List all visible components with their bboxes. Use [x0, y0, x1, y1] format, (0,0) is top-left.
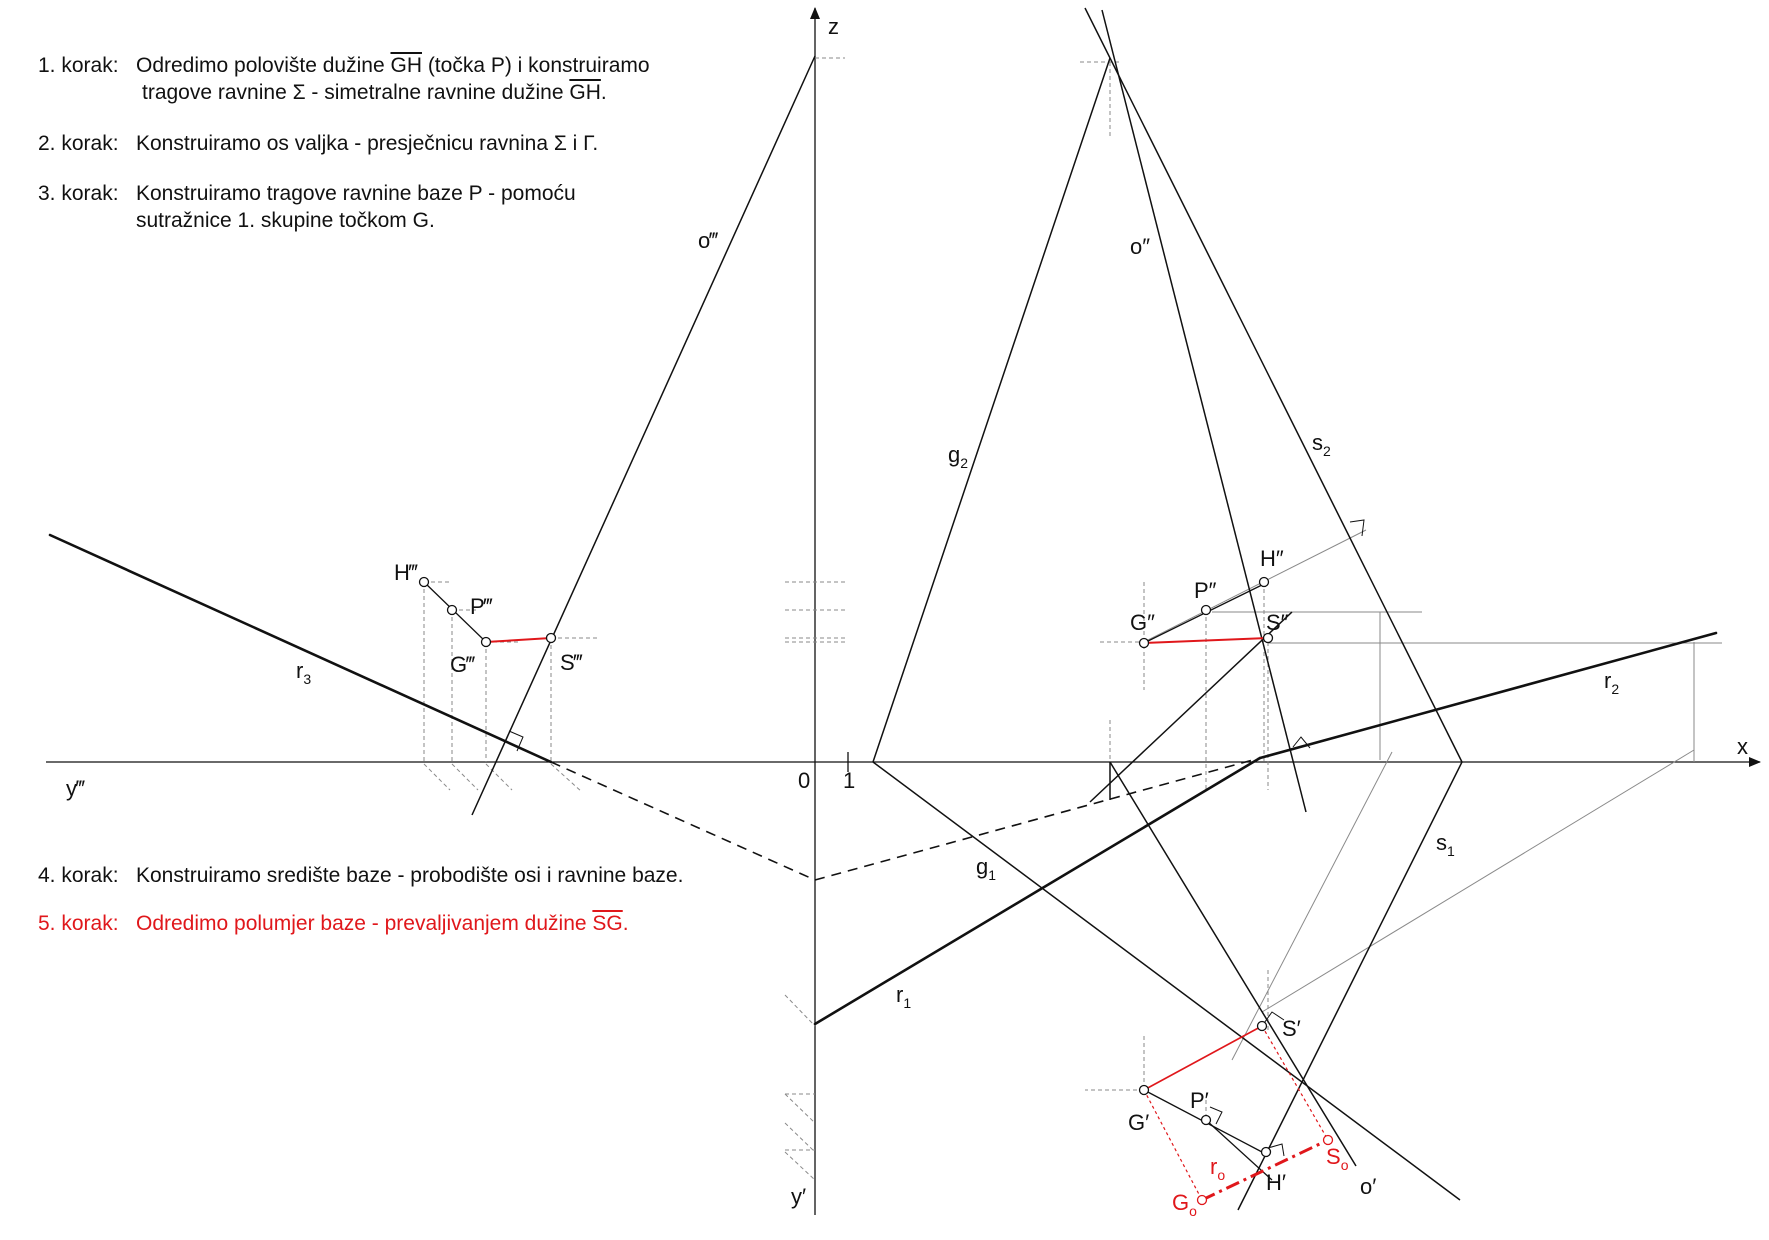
label-S1: S′ [1282, 1016, 1301, 1041]
bold-traces [50, 535, 1716, 1024]
label-o1: o′ [1360, 1174, 1377, 1199]
label-P1: P′ [1190, 1088, 1209, 1113]
o1-line [1110, 762, 1356, 1166]
step-3 [38, 180, 576, 207]
point-G2 [1140, 639, 1149, 648]
point-P1 [1202, 1116, 1211, 1125]
label-x: x [1737, 734, 1748, 759]
label-r3: $r_3$ [296, 658, 312, 687]
point-G3 [482, 638, 491, 647]
label-s1: $s_1$ [1436, 830, 1455, 859]
point-H3 [420, 578, 429, 587]
label-G2: G″ [1130, 610, 1155, 635]
label-s2: $s_2$ [1312, 430, 1331, 459]
step-1-segment-2: $\overline{GH}$ [569, 81, 601, 104]
o3-line [472, 56, 815, 815]
red-G3-S3 [486, 638, 551, 642]
step-5-text-c: . [622, 912, 629, 935]
step-5 [38, 910, 629, 937]
right-angle-marks [509, 520, 1364, 1156]
label-So: $S_o$ [1326, 1144, 1349, 1173]
step-2-label: 2. korak: [38, 132, 119, 155]
step-1-label: 1. korak: [38, 54, 119, 77]
step-4-label: 4. korak: [38, 864, 119, 887]
r3-trace [50, 535, 551, 762]
label-P3: P‴ [470, 594, 493, 619]
label-H3: H‴ [394, 560, 418, 585]
label-Go: $G_o$ [1172, 1190, 1197, 1219]
step-4 [38, 862, 683, 889]
medium-lines [472, 8, 1462, 1210]
label-g2: $g_2$ [948, 442, 969, 471]
s1-line [1238, 762, 1462, 1210]
step-1-text-a: Odredimo polovište dužine [136, 54, 391, 77]
step-2-text: Konstruiramo os valjka - presječnicu ravnina Σ i Γ. [136, 132, 599, 155]
label-z: z [828, 14, 839, 39]
step-1-text-c: (točka P) i konstruiramo [421, 54, 650, 77]
o2-line [1102, 10, 1306, 812]
step-3-text-2: sutražnice 1. skupine točkom G. [136, 209, 435, 232]
r2-trace [1260, 633, 1716, 758]
label-H2: H″ [1260, 546, 1284, 571]
label-S3: S‴ [560, 650, 583, 675]
label-o2: o″ [1130, 234, 1151, 259]
point-H2 [1260, 578, 1269, 587]
step-3-line-2 [136, 207, 435, 234]
step-3-text: Konstruiramo tragove ravnine baze Ρ - pomoću [136, 182, 576, 205]
label-r2: $r_2$ [1604, 668, 1620, 697]
step-3-label: 3. korak: [38, 182, 119, 205]
step-1-text-e: . [600, 81, 607, 104]
construction-lines [424, 58, 1722, 1180]
label-zero: 0 [798, 768, 811, 793]
label-y3: y‴ [66, 776, 85, 801]
step-2 [38, 130, 598, 157]
step-5-label: 5. korak: [38, 912, 119, 935]
g1-line [873, 762, 1460, 1200]
step-1-text-d: tragove ravnine Σ - simetralne ravnine dužine [142, 81, 570, 104]
step-1-line-2 [142, 79, 607, 106]
red-G1-S1 [1144, 1026, 1262, 1090]
point-Go [1198, 1196, 1207, 1205]
label-one: 1 [843, 768, 856, 793]
g2-line [873, 58, 1110, 762]
label-G3: G‴ [450, 652, 475, 677]
label-y1: y′ [791, 1184, 807, 1209]
label-P2: P″ [1194, 578, 1217, 603]
label-o3: o‴ [698, 228, 719, 253]
point-S1 [1258, 1022, 1267, 1031]
red-So-S1 [1262, 1026, 1328, 1140]
r1-trace [815, 758, 1260, 1024]
point-H1 [1262, 1148, 1271, 1157]
point-G1 [1140, 1086, 1149, 1095]
label-g1: $g_1$ [976, 854, 997, 883]
point-P2 [1202, 606, 1211, 615]
label-ro: $r_o$ [1210, 1154, 1226, 1183]
label-G1: G′ [1128, 1110, 1150, 1135]
label-H1: H′ [1266, 1170, 1287, 1195]
step-1-segment: $\overline{GH}$ [390, 54, 422, 77]
point-P3 [448, 606, 457, 615]
point-S3 [547, 634, 556, 643]
step-5-text-a: Odredimo polumjer baze - prevaljivanjem dužine [136, 912, 593, 935]
label-r1: $r_1$ [896, 982, 912, 1011]
label-S2: S″ [1266, 610, 1289, 635]
step-4-text: Konstruiramo središte baze - probodište osi i ravnine baze. [136, 864, 684, 887]
step-1 [38, 52, 650, 79]
s2-line [1085, 8, 1462, 762]
step-5-segment: $\overline{SG}$ [592, 912, 623, 935]
